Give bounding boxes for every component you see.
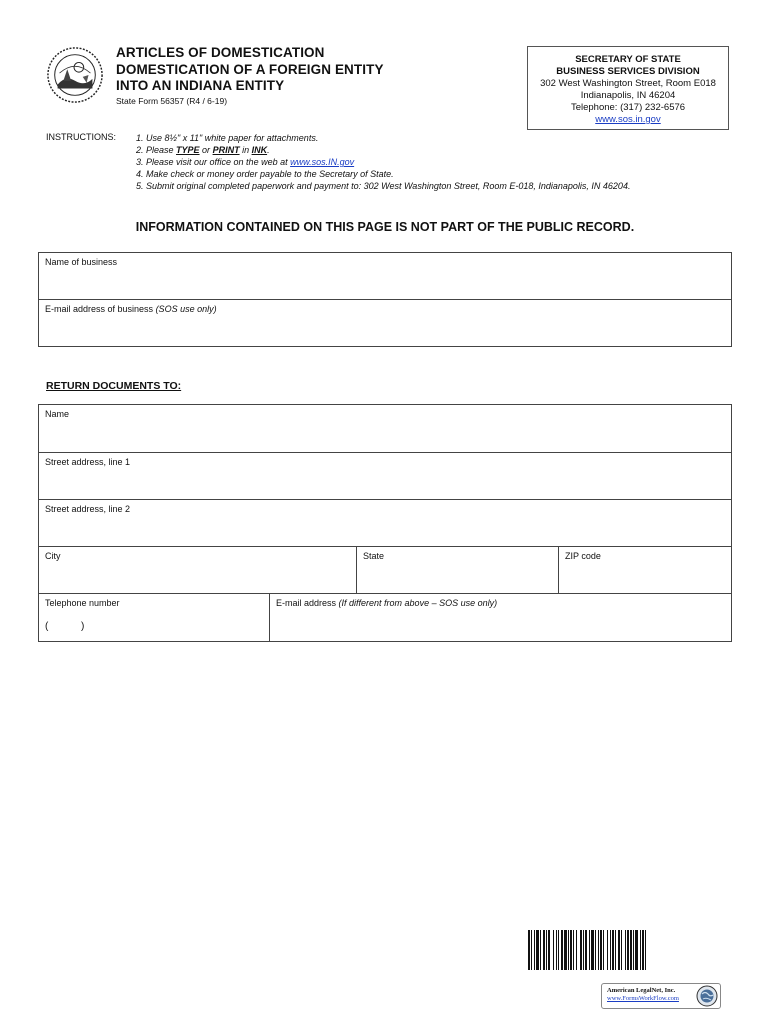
instruction-item-1: 1. Use 8½" x 11" white paper for attachments. [136, 133, 319, 143]
barcode-bar [528, 930, 530, 970]
instruction-item-2: 2. Please TYPE or PRINT in INK. [136, 145, 270, 155]
barcode-bar [583, 930, 584, 970]
barcode-bar [543, 930, 545, 970]
sos-street: 302 West Washington Street, Room E018 [540, 78, 716, 89]
instruction-item-3: 3. Please visit our office on the web at www.sos.IN.gov [136, 157, 355, 167]
barcode-bar [548, 930, 550, 970]
barcode-bar [558, 930, 559, 970]
instructions-label: INSTRUCTIONS: [46, 132, 117, 142]
barcode-bar [576, 930, 577, 970]
instructions-website-link[interactable]: www.sos.IN.gov [290, 157, 355, 167]
form-number: State Form 56357 (R4 / 6-19) [116, 96, 228, 106]
barcode-bar [591, 930, 594, 970]
barcode-bar [598, 930, 599, 970]
barcode-bar [573, 930, 574, 970]
publisher-name: American LegalNet, Inc. [607, 987, 676, 994]
phone-paren-open: ( [45, 621, 49, 632]
barcode-bar [570, 930, 572, 970]
zip-code-label: ZIP code [565, 551, 601, 561]
barcode-icon [528, 930, 710, 970]
barcode-bar [610, 930, 611, 970]
barcode-bar [603, 930, 604, 970]
barcode-bar [561, 930, 563, 970]
return-name-field[interactable] [39, 405, 731, 452]
barcode-bar [615, 930, 616, 970]
sos-division: BUSINESS SERVICES DIVISION [556, 66, 700, 77]
return-email-label: E-mail address [276, 598, 339, 608]
barcode-bar [589, 930, 590, 970]
return-name-label: Name [45, 409, 70, 419]
telephone-field[interactable] [39, 594, 269, 641]
sos-telephone: Telephone: (317) 232-6576 [570, 102, 686, 113]
barcode-bar [635, 930, 638, 970]
street-address-2-label: Street address, line 2 [45, 504, 131, 514]
city-field[interactable] [39, 547, 356, 593]
business-name-field[interactable] [39, 253, 731, 299]
barcode-bar [642, 930, 644, 970]
barcode-bar [585, 930, 587, 970]
barcode-bar [625, 930, 626, 970]
return-email-field[interactable] [270, 594, 731, 641]
barcode-bar [627, 930, 629, 970]
title-line-1: ARTICLES OF DOMESTICATION [116, 45, 325, 60]
zip-code-field[interactable] [559, 547, 731, 593]
barcode-bar [564, 930, 567, 970]
barcode-bar [536, 930, 539, 970]
ink-emphasis: INK [251, 145, 268, 155]
sos-heading: SECRETARY OF STATE [575, 54, 681, 65]
indiana-state-seal-icon [46, 46, 104, 104]
instructions-list [136, 132, 630, 192]
return-documents-title: RETURN DOCUMENTS TO: [46, 380, 182, 392]
type-emphasis: TYPE [176, 145, 200, 155]
telephone-label: Telephone number [45, 598, 120, 608]
state-field[interactable] [357, 547, 558, 593]
barcode-bar [540, 930, 541, 970]
barcode-bar [618, 930, 620, 970]
barcode-bar [568, 930, 569, 970]
business-email-note: (SOS use only) [155, 304, 217, 314]
title-line-3: INTO AN INDIANA ENTITY [116, 78, 285, 93]
business-email-field[interactable] [39, 300, 731, 346]
phone-paren-close: ) [81, 621, 85, 632]
sos-contact-box [527, 46, 729, 130]
barcode-bar [630, 930, 632, 970]
barcode-bar [607, 930, 608, 970]
barcode-bar [580, 930, 582, 970]
globe-logo-icon [696, 985, 718, 1007]
public-record-notice: INFORMATION CONTAINED ON THIS PAGE IS NOT PART OF THE PUBLIC RECORD. [135, 220, 635, 234]
barcode-bar [640, 930, 641, 970]
title-line-2: DOMESTICATION OF A FOREIGN ENTITY [116, 61, 384, 77]
street-address-2-field[interactable] [39, 500, 731, 546]
business-email-label: E-mail address of business [45, 304, 156, 314]
print-emphasis: PRINT [212, 145, 240, 155]
instruction-item-5: 5. Submit original completed paperwork and payment to: 302 West Washington Street, Room E-018, Indianapolis, IN 46204. [136, 181, 631, 191]
business-name-label: Name of business [45, 257, 118, 267]
street-address-1-field[interactable] [39, 453, 731, 499]
sos-website-link[interactable]: www.sos.in.gov [595, 114, 661, 125]
publisher-url[interactable]: www.FormsWorkFlow.com [607, 995, 679, 1002]
sos-city: Indianapolis, IN 46204 [580, 90, 676, 101]
city-label: City [45, 551, 61, 561]
publisher-badge [601, 983, 721, 1009]
instruction-item-4: 4. Make check or money order payable to the Secretary of State. [136, 169, 394, 179]
barcode-bar [556, 930, 557, 970]
barcode-bar [534, 930, 535, 970]
return-email-note: (If different from above – SOS use only) [338, 598, 498, 608]
barcode-bar [645, 930, 646, 970]
state-label: State [363, 551, 385, 561]
barcode-bar [612, 930, 614, 970]
barcode-bar [595, 930, 596, 970]
barcode-bar [600, 930, 602, 970]
barcode-bar [633, 930, 634, 970]
street-address-1-label: Street address, line 1 [45, 457, 131, 467]
barcode-bar [546, 930, 547, 970]
form-title [116, 45, 384, 95]
barcode-bar [621, 930, 622, 970]
barcode-bar [531, 930, 532, 970]
barcode-bar [553, 930, 554, 970]
